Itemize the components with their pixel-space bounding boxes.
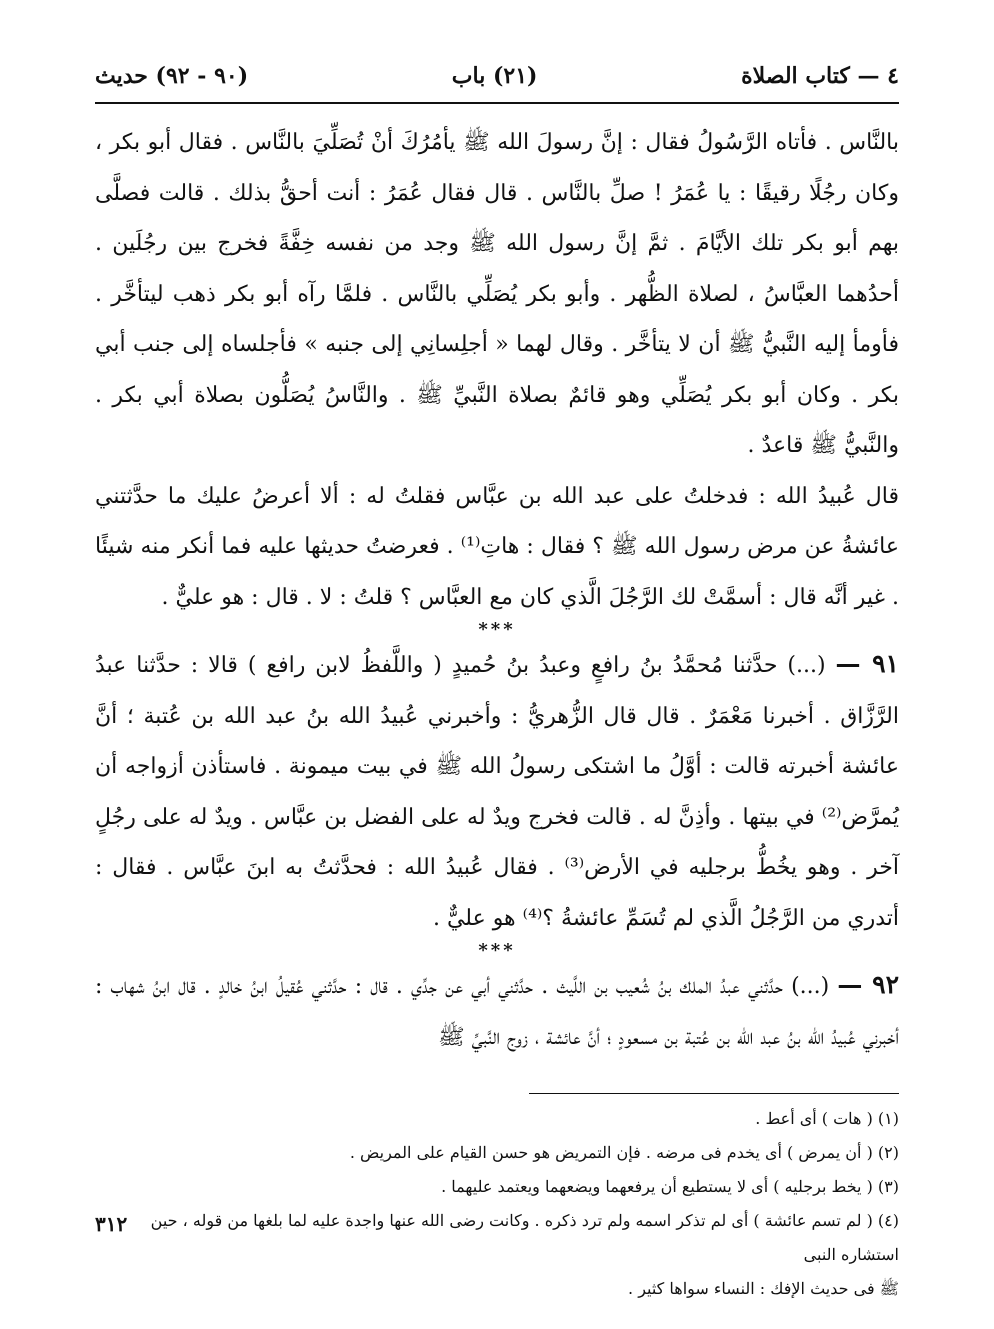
paragraph-continuation: بالنَّاس . فأتاه الرَّسُولُ فقال : إنَّ رسولَ الله ﷺ يأمُرُكَ أنْ تُصَلِّيَ بالنَّاس . فقال أبو بكر ، وكان رجُلًا رقيقًا : يا عُمَرُ ! صلِّ بالنَّاس . قال فقال عُمَرُ : أنت أحقُّ بذلك . قالت فصلَّى بهم أبو بكر تلك الأيَّامَ . ثمَّ إنَّ رسول الله ﷺ وجد من نفسه خِفَّةً فخرج بين رجُلَين . أحدُهما العبَّاسُ ، لصلاة الظُّهر . وأبو بكر يُصَلِّي بالنَّاس . فلمَّا رآه أبو بكر ذهب ليتأخَّر . فأومأ إليه النَّبيُّ ﷺ أن لا يتأخَّر . وقال لهما « أجلِسانِي إلى جنبه » فأجلساه إلى جنب أبي بكر . وكان أبو بكر يُصَلِّي وهو قائمٌ بصلاة النَّبيِّ ﷺ . والنَّاسُ يُصَلُّون بصلاة أبي بكر . والنَّبيُّ ﷺ قاعدٌ . xyxy=(95,130,899,458)
footnote-1: (١) ( هات ) أى أعط . xyxy=(755,1109,899,1128)
section-separator: *** xyxy=(478,940,516,961)
footnote-2: (٢) ( أن يمرض ) أى يخدم فى مرضه . فإن التمريض هو حسن القيام على المريض . xyxy=(349,1143,899,1162)
hadith-91 xyxy=(95,639,899,944)
hadith-number-92: ٩٢ — xyxy=(837,970,899,999)
main-text xyxy=(95,118,899,1063)
page-number: ٣١٢ xyxy=(95,1212,128,1236)
book-title: ٤ — كتاب الصلاة xyxy=(741,63,899,89)
hadith-91-text: (...) حدَّثنا مُحمَّدُ بنُ رافعٍ وعبدُ بنُ حُميدٍ ( واللَّفظُ لابن رافع ) قالا : حدَّثنا عبدُ الرَّزَّاق . أخبرنا مَعْمَرٌ . قال قال الزُّهريُّ : وأخبرني عُبيدُ الله بنُ عبد الله بن عُتبة ؛ أنَّ عائشة أخبرته قالت : أوَّلُ ما اشتكى رسولُ الله ﷺ في بيت ميمونة . فاستأذن أزواجه أن يُمرَّض⁽²⁾ في بيتها . وأذِنَّ له . قالت فخرج ويدٌ له على الفضل بن عبَّاس . ويدٌ له على رجُلٍ آخر . وهو يخُطُّ برجليه في الأرض⁽³⁾ . فقال عُبيدُ الله : فحدَّثتُ به ابنَ عبَّاس . فقال : أتدري من الرَّجُلُ الَّذي لم تُسَمِّ عائشةُ ؟⁽⁴⁾ هو عليٌّ . xyxy=(95,653,899,931)
hadith-92-text: (...) حدَّثني عبدُ الملك بنُ شُعيب بن اللَّيث . حدَّثني أبي عن جدِّي . قال : حدَّثني عُقيلُ ابنُ خالدٍ . قال ابنُ شهاب : أخبرني عُبيدُ الله بنُ عبد الله بن عُتبة بن مسعودٍ ؛ أنَّ عائشة ، زوج النَّبيِّ ﷺ xyxy=(95,974,899,1050)
section-separator: *** xyxy=(478,619,516,640)
hadith-92 xyxy=(95,960,899,1063)
footnote-4-continued: ﷺ فى حديث الإفك : النساء سواها كثير . xyxy=(628,1279,899,1298)
footnote-divider xyxy=(529,1093,899,1094)
header-divider xyxy=(95,102,899,104)
paragraph-ubaidullah: قال عُبيدُ الله : فدخلتُ على عبد الله بن عبَّاس فقلتُ له : ألا أعرضُ عليك ما حدَّثتني عائشةُ عن مرض رسول الله ﷺ ؟ فقال : هاتِ⁽¹⁾ . فعرضتُ حديثها عليه فما أنكر منه شيئًا . غير أنَّه قال : أسمَّتْ لك الرَّجُلَ الَّذي كان مع العبَّاس ؟ قلتُ : لا . قال : هو عليٌّ . xyxy=(95,483,899,610)
chapter-label: (٢١) باب xyxy=(451,63,538,89)
hadith-number-91: ٩١ — xyxy=(835,649,899,678)
running-head xyxy=(95,58,899,94)
footnote-3: (٣) ( يخط برجليه ) أى لا يستطيع أن يرفعهما ويضعهما ويعتمد عليهما . xyxy=(441,1177,899,1196)
hadith-range: (٩٠ - ٩٢) حديث xyxy=(95,63,249,89)
footnotes xyxy=(95,1102,899,1306)
footnote-4: (٤) ( لم تسم عائشة ) أى لم تذكر اسمه ولم ترد ذكره . وكانت رضى الله عنها واجدة عليه لما بلغها من قوله ، حين استشاره النبى xyxy=(150,1211,899,1264)
